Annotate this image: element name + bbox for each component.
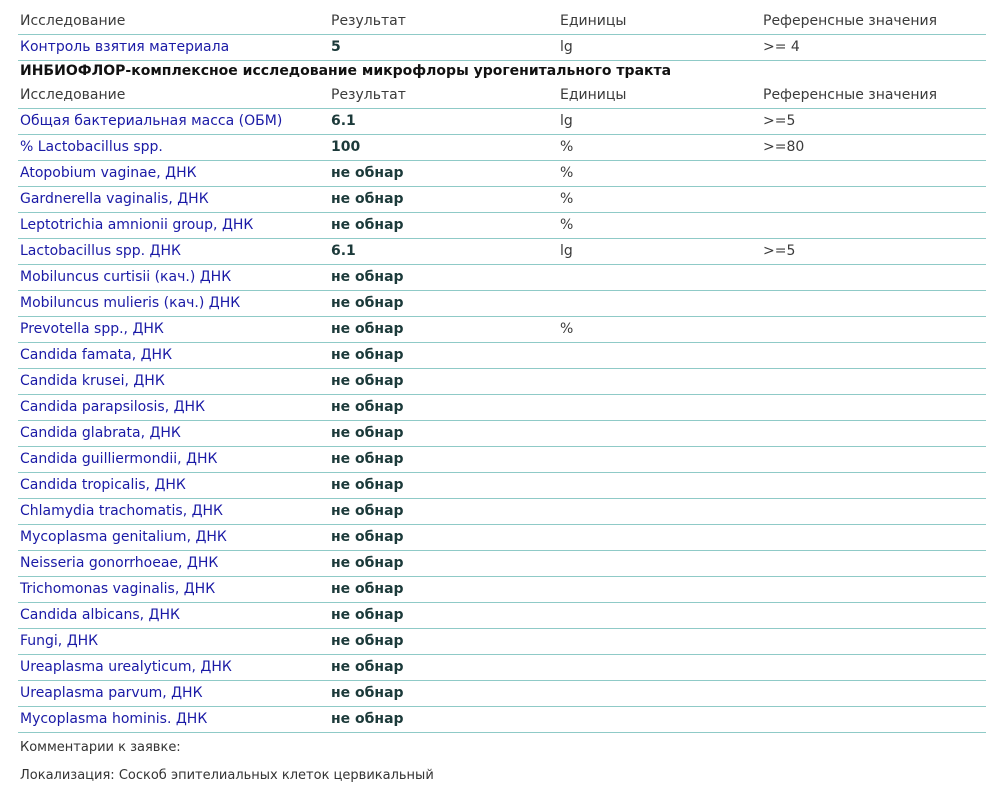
table-row	[18, 602, 986, 629]
table-row	[18, 524, 986, 551]
test-name: Leptotrichia amnionii group, ДНК	[20, 217, 254, 233]
test-name: Candida famata, ДНК	[20, 347, 173, 363]
table-row	[18, 342, 986, 369]
test-name: Trichomonas vaginalis, ДНК	[20, 581, 216, 597]
table-row	[18, 316, 986, 343]
table-row	[18, 134, 986, 161]
column-header-study: Исследование	[20, 13, 126, 29]
test-result: 6.1	[331, 113, 356, 129]
test-name: Fungi, ДНК	[20, 633, 99, 649]
column-header-units: Единицы	[560, 87, 627, 103]
test-name: Candida tropicalis, ДНК	[20, 477, 186, 493]
test-name: Candida albicans, ДНК	[20, 607, 180, 623]
column-header-result: Результат	[331, 87, 406, 103]
table-row	[18, 472, 986, 499]
test-result: не обнар	[331, 321, 404, 337]
column-header-study: Исследование	[20, 87, 126, 103]
table-row	[18, 550, 986, 577]
test-name: Chlamydia trachomatis, ДНК	[20, 503, 223, 519]
test-name: Prevotella spp., ДНК	[20, 321, 164, 337]
test-unit: %	[560, 191, 574, 207]
test-reference: >=5	[763, 243, 796, 259]
test-reference: >=80	[763, 139, 805, 155]
test-name: Candida glabrata, ДНК	[20, 425, 181, 441]
localization-text: Локализация: Соскоб эпителиальных клеток цервикальный	[20, 768, 434, 783]
test-result: не обнар	[331, 607, 404, 623]
test-result: не обнар	[331, 191, 404, 207]
test-result: не обнар	[331, 347, 404, 363]
test-unit: %	[560, 217, 574, 233]
test-result: 6.1	[331, 243, 356, 259]
test-result: не обнар	[331, 295, 404, 311]
table-row	[18, 498, 986, 525]
test-name: Ureaplasma urealyticum, ДНК	[20, 659, 232, 675]
test-name: Neisseria gonorrhoeae, ДНК	[20, 555, 219, 571]
test-name: Общая бактериальная масса (ОБМ)	[20, 113, 283, 129]
column-header-units: Единицы	[560, 13, 627, 29]
test-result: не обнар	[331, 451, 404, 467]
test-name: Mycoplasma hominis. ДНК	[20, 711, 208, 727]
column-header-reference: Референсные значения	[763, 87, 937, 103]
test-name: Candida parapsilosis, ДНК	[20, 399, 206, 415]
test-unit: %	[560, 139, 574, 155]
table-row	[18, 290, 986, 317]
test-result: 5	[331, 39, 341, 55]
test-result: не обнар	[331, 555, 404, 571]
test-result: не обнар	[331, 217, 404, 233]
table-row	[18, 576, 986, 603]
test-name: Atopobium vaginae, ДНК	[20, 165, 197, 181]
table-row	[18, 238, 986, 265]
test-result: не обнар	[331, 659, 404, 675]
section-title: ИНБИОФЛОР-комплексное исследование микрофлоры урогенитального тракта	[20, 63, 672, 79]
table-row	[18, 212, 986, 239]
test-result: не обнар	[331, 373, 404, 389]
test-result: не обнар	[331, 685, 404, 701]
test-result: не обнар	[331, 711, 404, 727]
table-row	[18, 160, 986, 187]
test-reference: >= 4	[763, 39, 800, 55]
test-name: Контроль взятия материала	[20, 39, 230, 55]
table-row	[18, 680, 986, 707]
test-name: Lactobacillus spp. ДНК	[20, 243, 181, 259]
table-row	[18, 394, 986, 421]
table-header	[18, 82, 986, 109]
table-row	[18, 264, 986, 291]
table-row	[18, 368, 986, 395]
test-result: не обнар	[331, 399, 404, 415]
table-row	[18, 446, 986, 473]
table-row	[18, 654, 986, 681]
test-result: не обнар	[331, 269, 404, 285]
test-result: не обнар	[331, 165, 404, 181]
test-result: не обнар	[331, 529, 404, 545]
test-name: Mobiluncus curtisii (кач.) ДНК	[20, 269, 232, 285]
test-name: Mobiluncus mulieris (кач.) ДНК	[20, 295, 241, 311]
test-result: не обнар	[331, 633, 404, 649]
test-unit: %	[560, 321, 574, 337]
table-header	[18, 8, 986, 35]
test-name: Candida guilliermondii, ДНК	[20, 451, 218, 467]
test-unit: lg	[560, 243, 573, 259]
test-unit: lg	[560, 113, 573, 129]
table-row-control	[18, 34, 986, 61]
table-row	[18, 628, 986, 655]
table-row	[18, 420, 986, 447]
test-name: Mycoplasma genitalium, ДНК	[20, 529, 227, 545]
comments-label: Комментарии к заявке:	[20, 740, 181, 755]
test-name: % Lactobacillus spp.	[20, 139, 163, 155]
test-result: не обнар	[331, 477, 404, 493]
table-row	[18, 186, 986, 213]
test-result: не обнар	[331, 581, 404, 597]
table-row	[18, 706, 986, 733]
test-name: Candida krusei, ДНК	[20, 373, 165, 389]
test-unit: lg	[560, 39, 573, 55]
test-result: не обнар	[331, 503, 404, 519]
test-name: Ureaplasma parvum, ДНК	[20, 685, 203, 701]
test-name: Gardnerella vaginalis, ДНК	[20, 191, 209, 207]
test-result: не обнар	[331, 425, 404, 441]
test-result: 100	[331, 139, 361, 155]
column-header-reference: Референсные значения	[763, 13, 937, 29]
column-header-result: Результат	[331, 13, 406, 29]
test-reference: >=5	[763, 113, 796, 129]
test-unit: %	[560, 165, 574, 181]
table-row	[18, 108, 986, 135]
